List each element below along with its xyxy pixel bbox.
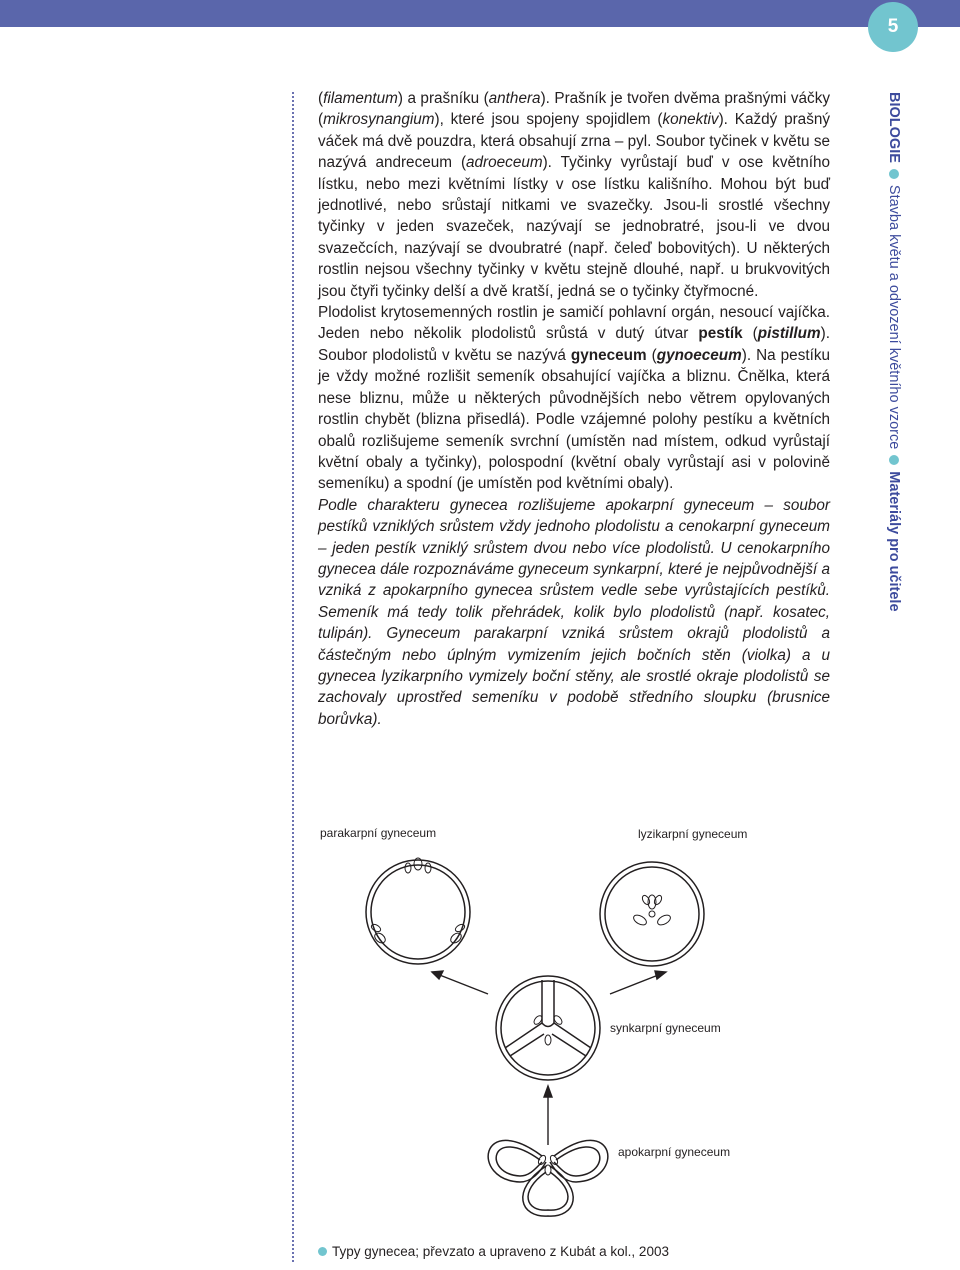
paragraph-gynoecium-types: Podle charakteru gynecea rozlišujeme apokarpní gyneceum – soubor pestíků vzniklých srůstem vždy jednoho plodolistu a cenokarpní gyneceum – jeden pestík vzniklý srůstem dvou nebo více plodolistů. U cenokarpního gynecea dále rozpoznáváme gyneceum synkarpní, které je nejpůvodnější a vzniká z apokarpního gynecea srůstem vedle sebe vyrůstajících pestíků. Semeník má tedy tolik přehrádek, kolik bylo plodolistů (např. kosatec, tulipán). Gyneceum parakarpní vzniká srůstem okrajů plodolistů a částečným nebo úplným vymizením jejich bočních stěn (violka) a u gynecea lyzikarpního vymizely boční stěny, ale srostlé okraje plodolistů se zachovaly uprostřed semeníku v podobě středního sloupku (brusnice borůvka). (318, 496, 830, 728)
paragraph-stamens (318, 88, 830, 302)
text-run: konektiv (662, 111, 719, 129)
dotted-divider (292, 92, 294, 1262)
bullet-dot-icon (889, 455, 899, 465)
label-apokarpni: apokarpní gyneceum (618, 1145, 731, 1159)
bullet-dot-icon (889, 169, 899, 179)
sidebar-material: Materiály pro učitele (886, 471, 902, 612)
bullet-dot-icon (318, 1247, 327, 1256)
caption-text: Typy gynecea; převzato a upraveno z Kubát a kol., 2003 (332, 1244, 669, 1259)
text-run: gyneceum (570, 346, 647, 364)
text-run: Plodolist krytosemenných rostlin je samičí pohlavní orgán, nesoucí vajíčka. Jeden nebo několik plodolistů srůstá v dutý útvar (318, 304, 830, 343)
text-run: anthera (488, 90, 541, 107)
text-run: ( (318, 90, 324, 107)
paragraph-carpels (318, 302, 830, 495)
main-text (318, 88, 830, 730)
label-lyzikarpni: lyzikarpní gyneceum (638, 827, 748, 841)
text-run: pestík (698, 325, 743, 343)
label-parakarpni: parakarpní gyneceum (320, 826, 437, 840)
text-run: ( (646, 346, 657, 364)
text-run: filamentum (323, 90, 398, 107)
text-run: ( (742, 325, 758, 343)
text-run: ). Tyčinky vyrůstají buď v ose květního lístku, nebo mezi květními lístky v ose lístku kališního. Mohou být buď jednotlivé, nebo srůstají nitkami ve svazečky. Jsou-li srostlé všechny tyčinky v jeden svazeček, nazývají se jednobratré, jsou-li ve dvou svazečcích, nazývají se dvoubratré (např. čeleď bobovitých). U některých rostlin nejsou všechny tyčinky v květu stejně dlouhé, např. u brukvovitých jsou čtyři tyčinky delší a dvě kratší, jedná se o tyčinky čtyřmocné. (318, 154, 831, 300)
sidebar-topic: Stavba květu a odvození květního vzorce (886, 184, 902, 450)
sidebar-running-title (882, 92, 908, 792)
apokarpni-ovary (488, 1140, 608, 1216)
text-run: ). Soubor plodolistů v květu se nazývá (318, 325, 830, 364)
text-run: gynoeceum (656, 346, 742, 364)
gynoecium-figure (310, 820, 830, 1220)
page-number-badge: 5 (868, 2, 918, 52)
figure-caption (318, 1244, 669, 1259)
label-synkarpni: synkarpní gyneceum (610, 1021, 721, 1035)
text-run: ). Každý prašný váček má dvě pouzdra, která obsahují zrna – pyl. Soubor tyčinek v květu se nazývá andreceum ( (318, 111, 830, 172)
header-bar (0, 0, 960, 27)
transition-arrows (432, 971, 666, 1145)
lyzikarpni-ovary (600, 862, 704, 966)
gynoecium-diagram (310, 820, 830, 1220)
parakarpni-ovary (366, 858, 470, 964)
sidebar-subject: BIOLOGIE (886, 92, 902, 163)
text-run: ), které jsou spojeny spojidlem ( (434, 111, 663, 129)
synkarpni-ovary (496, 976, 600, 1080)
text-run: ). Na pestíku je vždy možné rozlišit semeník obsahující vajíčka a bliznu. Čnělka, která nese bliznu, může u některých původnějších nebo větrem opylovaných rostlin chybět (blizna přisedlá). Podle vzájemné polohy pestíku a květních obalů rozlišujeme semeník svrchní (umístěn nad místem, odkud vyrůstají květní obaly a tyčinky), polospodní (květní obaly vyrůstají asi v polovině semeníku) a spodní (je umístěn pod květními obaly). (318, 346, 830, 493)
text-run: adroeceum (466, 154, 543, 172)
text-run: ) a prašníku ( (397, 90, 489, 107)
text-run: pistillum (757, 325, 821, 343)
text-run: ). Prašník je tvořen dvěma prašnými váčky ( (318, 90, 830, 129)
text-run: mikrosynangium (323, 111, 435, 129)
